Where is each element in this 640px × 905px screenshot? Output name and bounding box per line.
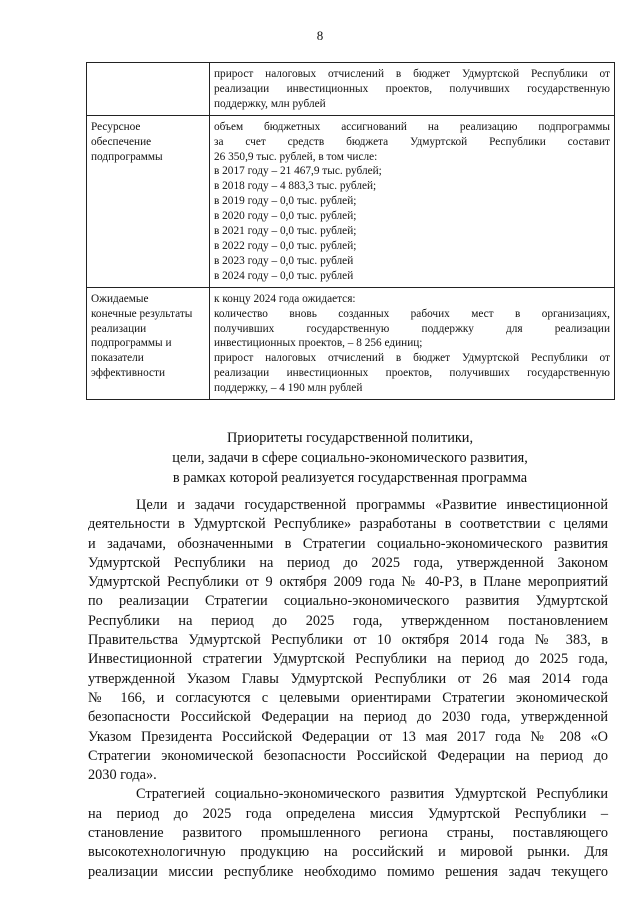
row-value-line: инвестиционных проектов, – 8 256 единиц; (214, 337, 423, 350)
row-value-line: в 2024 году – 0,0 тыс. рублей (214, 269, 354, 282)
paragraph-line: утвержденной Указом Главы Удмуртской Республики от 26 мая 2014 года (88, 670, 608, 687)
paragraph-line: Инвестиционной стратегии Удмуртской Республики на период до 2025 года, (88, 651, 608, 668)
page-number: 8 (316, 28, 324, 43)
row-label-line: показатели (91, 352, 144, 365)
heading-line: Приоритеты государственной политики, (226, 430, 474, 446)
row-value-line: в 2019 году – 0,0 тыс. рублей; (214, 195, 357, 208)
row-label-line: эффективности (91, 367, 165, 380)
paragraph-line: Указом Президента Российской Федерации от 13 мая 2017 года № 208 «О (88, 728, 608, 745)
paragraph-line: по реализации Стратегии социально-экономического развития Удмуртской (88, 593, 608, 610)
row-value-line: в 2020 году – 0,0 тыс. рублей; (214, 210, 357, 223)
row-value-line: в 2023 году – 0,0 тыс. рублей (214, 254, 354, 267)
row-value-line: в 2022 году – 0,0 тыс. рублей; (214, 239, 357, 252)
paragraph-line: 2030 года». (88, 767, 157, 784)
row-value-line: поддержку, – 4 190 млн рублей (214, 382, 363, 395)
paragraph-line: Республики на период до 2025 года, утвержденном постановлением (88, 612, 608, 629)
row-value-line: за счет средств бюджета Удмуртской Республики составит (214, 135, 610, 148)
row-value-line: прирост налоговых отчислений в бюджет Удмуртской Республики от (214, 68, 610, 80)
paragraph (88, 785, 608, 881)
section-heading (60, 428, 640, 488)
subprogram-passport-table (86, 62, 615, 400)
heading-line: цели, задачи в сфере социально-экономического развития, (172, 450, 528, 466)
row-value-line: количество вновь созданных рабочих мест в организациях, (214, 307, 610, 320)
row-value-line: 26 350,9 тыс. рублей, в том числе: (214, 150, 378, 163)
paragraph-line: Удмуртской Республики от 9 октября 2009 года № 40-РЗ, в Плане мероприятий (88, 574, 608, 591)
paragraph-line: высокотехнологичную продукцию на российский и мировой рынки. Для (88, 844, 608, 861)
paragraph-line: Стратегии экономической безопасности Российской Федерации на период до (88, 747, 608, 764)
row-label-line: обеспечение (91, 135, 152, 148)
row-value-line: в 2018 году – 4 883,3 тыс. рублей; (214, 180, 377, 193)
paragraph-line: безопасности Российской Федерации на период до 2030 года, утвержденной (88, 709, 608, 726)
paragraph-line: № 166, и согласуются с целевыми ориентирами Стратегии экономической (88, 689, 608, 706)
row-label-line: Ожидаемые (91, 292, 149, 305)
row-label-line: подпрограммы (91, 150, 163, 163)
row-value-line: получивших государственную поддержку для реализации (214, 322, 610, 335)
table-row (87, 63, 615, 116)
paragraph-line: реализации миссии республике необходимо помимо решения задач текущего (88, 863, 608, 880)
row-value-cell (210, 63, 615, 116)
table-row (87, 115, 615, 287)
paragraph-line: на период до 2025 года определена миссия Удмуртской Республики – (88, 805, 608, 822)
row-label-line: подпрограммы и (91, 337, 172, 350)
row-label-line: конечные результаты (91, 307, 193, 320)
table-row (87, 287, 615, 399)
paragraph-line: деятельности в Удмуртской Республике» разработаны в соответствии с целями (88, 516, 608, 533)
row-value-line: прирост налоговых отчислений в бюджет Удмуртской Республики от (214, 352, 610, 365)
row-value-line: реализации инвестиционных проектов, получивших государственную (214, 367, 610, 380)
paragraph-line: Удмуртской Республики на период до 2025 года, утвержденной Законом (88, 554, 608, 571)
paragraph-line: и задачами, обозначенными в Стратегии социально-экономического развития (88, 535, 608, 552)
paragraph-line: Правительства Удмуртской Республики от 10 октября 2014 года № 383, в (88, 632, 608, 649)
paragraph (88, 496, 608, 785)
row-value-cell (210, 115, 615, 287)
row-value-line: в 2021 году – 0,0 тыс. рублей; (214, 225, 357, 238)
row-label-cell (87, 287, 210, 399)
row-value-line: поддержку, млн рублей (214, 97, 326, 110)
row-label-cell (87, 63, 210, 116)
row-label-line: реализации (91, 322, 147, 335)
paragraph-line: становление развитого промышленного региона страны, поставляющего (88, 825, 608, 842)
row-value-line: к концу 2024 года ожидается: (214, 292, 356, 305)
row-label-line: Ресурсное (91, 120, 141, 133)
row-value-line: в 2017 году – 21 467,9 тыс. рублей; (214, 165, 382, 178)
body-text (88, 496, 608, 882)
row-value-line: объем бюджетных ассигнований на реализацию подпрограммы (214, 120, 610, 133)
heading-line: в рамках которой реализуется государственная программа (172, 470, 528, 486)
row-value-line: реализации инвестиционных проектов, получивших государственную (214, 82, 610, 95)
row-value-cell (210, 287, 615, 399)
paragraph-line: Цели и задачи государственной программы «Развитие инвестиционной (136, 497, 608, 513)
paragraph-line: Стратегией социально-экономического развития Удмуртской Республики (136, 786, 608, 803)
row-label-cell (87, 115, 210, 287)
